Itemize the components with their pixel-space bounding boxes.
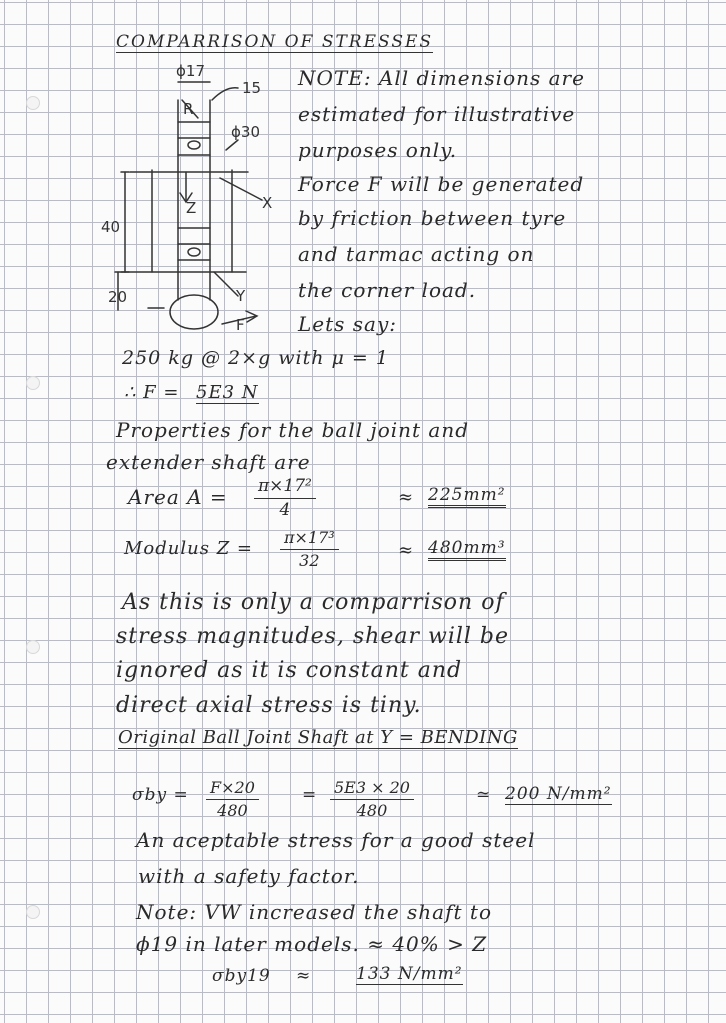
- note-line-8: Lets say:: [298, 312, 397, 336]
- properties-intro-1: Properties for the ball joint and: [116, 418, 470, 442]
- properties-intro-2: extender shaft are: [106, 450, 311, 474]
- area-approx: ≈: [398, 487, 415, 508]
- area-fraction: [254, 478, 316, 519]
- note-line-6: and tarmac acting on: [298, 242, 535, 266]
- sigma-label: σby =: [132, 785, 189, 805]
- modulus-label: Modulus Z =: [124, 538, 254, 559]
- area-numerator: π×17²: [254, 478, 316, 499]
- conclusion-line-1: An aceptable stress for a good steel: [136, 828, 536, 852]
- modulus-value: 480mm³: [428, 540, 506, 561]
- modulus-denominator: 32: [299, 551, 320, 570]
- modulus-fraction: [280, 530, 339, 569]
- bending-heading: Original Ball Joint Shaft at Y = BENDING: [118, 727, 518, 748]
- note-line-5: by friction between tyre: [298, 206, 567, 230]
- bending-fraction-1: [206, 780, 259, 819]
- final-value: 133 N/mm²: [356, 964, 463, 984]
- area-value: 225mm²: [428, 487, 506, 508]
- bending-fraction-2: [330, 780, 414, 819]
- F-label: F: [236, 316, 245, 334]
- dim40-label: 40: [101, 218, 121, 236]
- R-label: R: [183, 100, 194, 118]
- bending-result: 200 N/mm²: [505, 784, 612, 804]
- area-label: Area A =: [128, 485, 228, 509]
- explain-line-1: As this is only a comparrison of: [122, 590, 505, 615]
- note-line-4: Force F will be generated: [298, 172, 585, 196]
- bending-equals: =: [302, 785, 318, 805]
- bending-fraction-2-den: 480: [356, 801, 388, 820]
- dim20-label: 20: [108, 288, 128, 306]
- note2-line-2: ϕ19 in later models. ≈ 40% > Z: [136, 932, 488, 956]
- note2-line-1: Note: VW increased the shaft to: [136, 900, 492, 924]
- modulus-numerator: π×17³: [280, 530, 339, 550]
- dim15-label: 15: [242, 79, 262, 97]
- dia30-label: ϕ30: [231, 123, 260, 141]
- note-line-3: purposes only.: [298, 138, 458, 162]
- dia17-label: ϕ17: [176, 62, 205, 80]
- force-prefix: ∴ F =: [124, 382, 180, 403]
- final-sigma-label: σby19: [212, 966, 271, 986]
- modulus-approx: ≈: [398, 540, 415, 561]
- note-line-2: estimated for illustrative: [298, 102, 576, 126]
- explain-line-4: direct axial stress is tiny.: [116, 693, 422, 718]
- note-line-7: the corner load.: [298, 278, 477, 302]
- explain-line-3: ignored as it is constant and: [116, 658, 463, 683]
- bending-fraction-2-num: 5E3 × 20: [330, 780, 414, 800]
- conclusion-line-2: with a safety factor.: [138, 864, 360, 888]
- area-denominator: 4: [279, 500, 291, 520]
- load-line: 250 kg @ 2×g with μ = 1: [122, 347, 389, 369]
- bending-fraction-1-den: 480: [217, 801, 248, 820]
- bending-approx: ≃: [476, 785, 492, 805]
- bending-fraction-1-num: F×20: [206, 780, 259, 800]
- page-title: COMPARRISON OF STRESSES: [116, 32, 434, 52]
- Z-label: Z: [186, 199, 197, 217]
- X-label: X: [262, 194, 273, 212]
- explain-line-2: stress magnitudes, shear will be: [116, 624, 510, 649]
- note-line-1: NOTE: All dimensions are: [298, 66, 585, 90]
- force-value: 5E3 N: [196, 382, 259, 403]
- final-approx: ≈: [296, 966, 312, 986]
- Y-label: Y: [236, 287, 246, 305]
